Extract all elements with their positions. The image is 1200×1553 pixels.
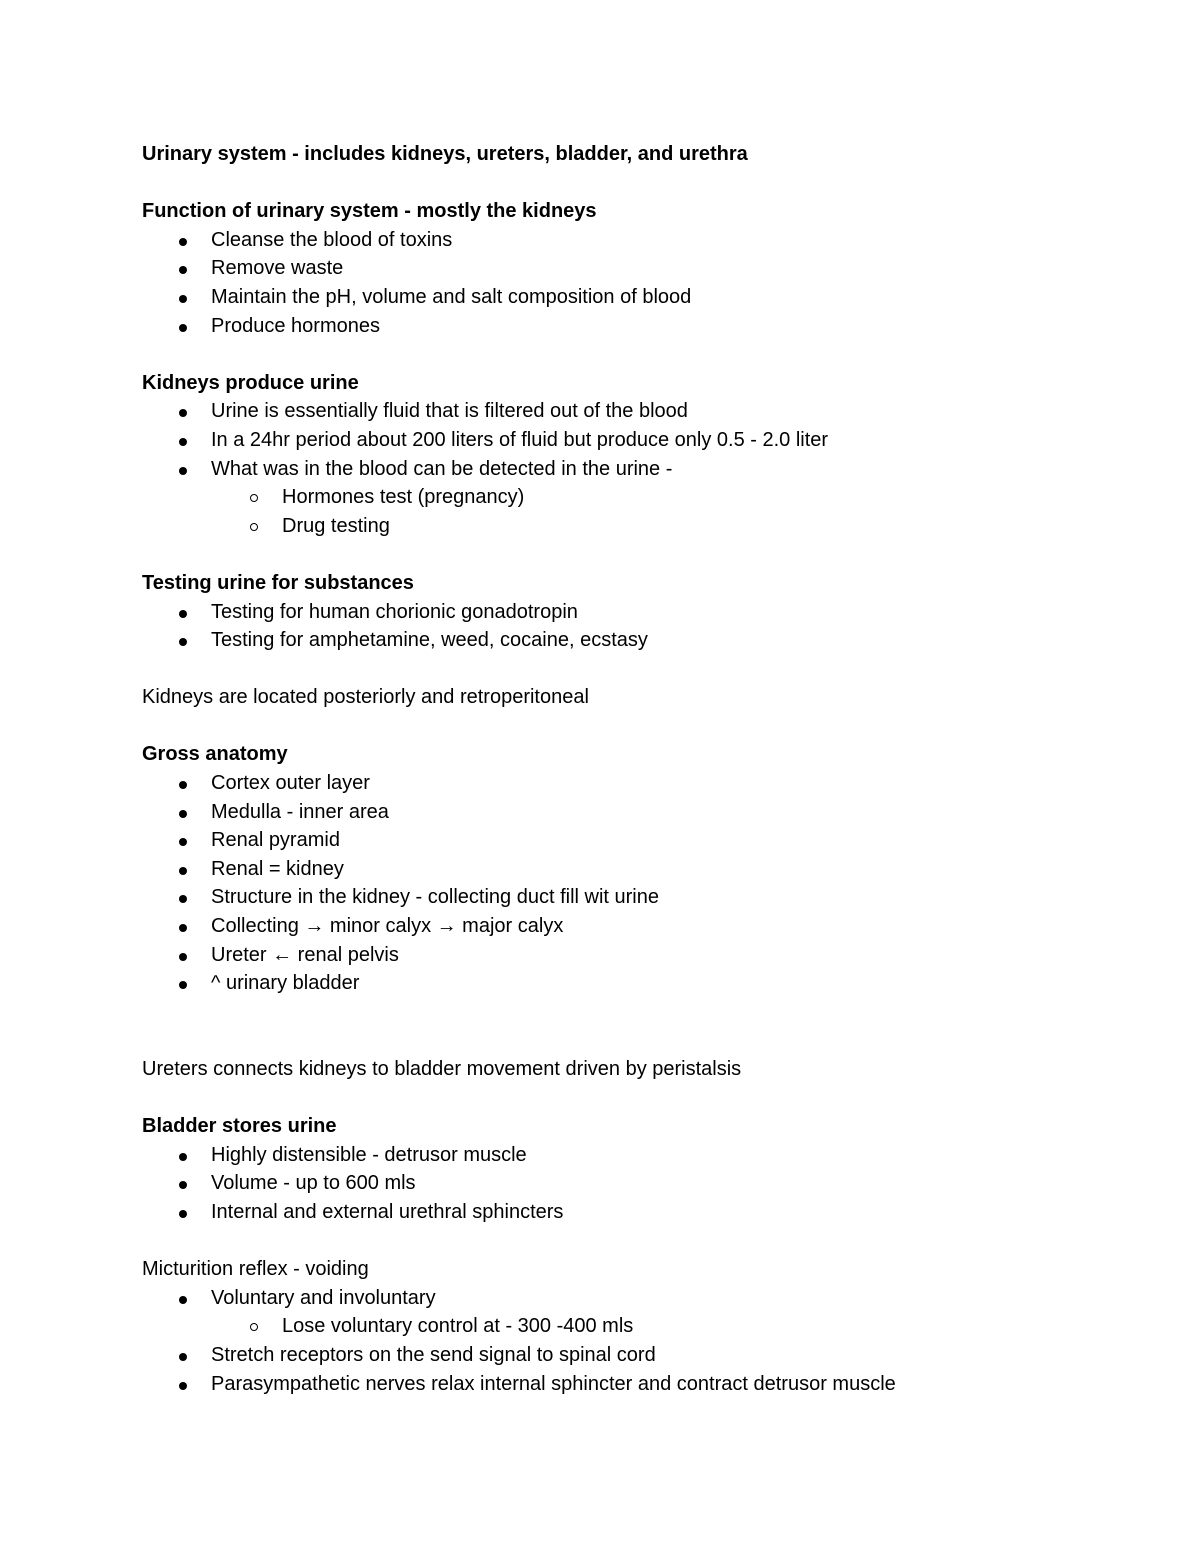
bullet-icon — [179, 438, 187, 446]
list-item: Voluntary and involuntary — [142, 1284, 1142, 1313]
spacer — [142, 998, 1142, 1027]
spacer — [142, 1084, 1142, 1113]
urinary-system-heading: Urinary system - includes kidneys, ureters, bladder, and urethra — [142, 143, 748, 165]
list-item: Renal = kidney — [142, 855, 1142, 884]
list-item: Urine is essentially fluid that is filtered out of the blood — [142, 397, 1142, 426]
bullet-icon — [179, 1181, 187, 1189]
hollow-bullet-icon — [250, 1323, 258, 1331]
bullet-icon — [179, 1353, 187, 1361]
micturition-paragraph: Micturition reflex - voiding — [142, 1258, 369, 1281]
list-item: Structure in the kidney - collecting duct fill wit urine — [142, 883, 1142, 912]
list-item: Volume - up to 600 mls — [142, 1169, 1142, 1198]
sub-list-item: Drug testing — [142, 512, 1142, 541]
bullet-icon — [179, 810, 187, 818]
bullet-icon — [179, 981, 187, 989]
bullet-icon — [179, 238, 187, 246]
bullet-icon — [179, 924, 187, 932]
list-item: What was in the blood can be detected in the urine - — [142, 455, 1142, 484]
list-item: Parasympathetic nerves relax internal sphincter and contract detrusor muscle — [142, 1370, 1142, 1399]
spacer — [142, 169, 1142, 198]
list-item: In a 24hr period about 200 liters of fluid but produce only 0.5 - 2.0 liter — [142, 426, 1142, 455]
list-item: Renal pyramid — [142, 826, 1142, 855]
spacer — [142, 540, 1142, 569]
list-item: Remove waste — [142, 254, 1142, 283]
list-item: Stretch receptors on the send signal to spinal cord — [142, 1341, 1142, 1370]
list-item: Collecting → minor calyx → major calyx — [142, 912, 1142, 941]
location-paragraph: Kidneys are located posteriorly and retroperitoneal — [142, 686, 589, 709]
anatomy-heading: Gross anatomy — [142, 743, 288, 766]
bullet-icon — [179, 610, 187, 618]
bullet-icon — [179, 467, 187, 475]
bullet-icon — [179, 1210, 187, 1218]
spacer — [142, 1227, 1142, 1256]
bladder-heading: Bladder stores urine — [142, 1115, 337, 1138]
bullet-icon — [179, 838, 187, 846]
list-item: Cleanse the blood of toxins — [142, 226, 1142, 255]
list-item: Maintain the pH, volume and salt composition of blood — [142, 283, 1142, 312]
list-item: Medulla - inner area — [142, 798, 1142, 827]
hollow-bullet-icon — [250, 494, 258, 502]
spacer — [142, 340, 1142, 369]
list-item: Internal and external urethral sphincters — [142, 1198, 1142, 1227]
sub-list-item: Lose voluntary control at - 300 -400 mls — [142, 1312, 1142, 1341]
list-item: Testing for amphetamine, weed, cocaine, ecstasy — [142, 626, 1142, 655]
bullet-icon — [179, 953, 187, 961]
spacer — [142, 1026, 1142, 1055]
list-item: Highly distensible - detrusor muscle — [142, 1141, 1142, 1170]
hollow-bullet-icon — [250, 523, 258, 531]
urine-heading: Kidneys produce urine — [142, 371, 359, 394]
bullet-icon — [179, 867, 187, 875]
list-item: Ureter ← renal pelvis — [142, 941, 1142, 970]
list-item: Cortex outer layer — [142, 769, 1142, 798]
bullet-icon — [179, 781, 187, 789]
bullet-icon — [179, 1153, 187, 1161]
bullet-icon — [179, 1382, 187, 1390]
bullet-icon — [179, 638, 187, 646]
bullet-icon — [179, 266, 187, 274]
ureters-paragraph: Ureters connects kidneys to bladder movement driven by peristalsis — [142, 1058, 742, 1080]
spacer — [142, 655, 1142, 684]
sub-list-item: Hormones test (pregnancy) — [142, 483, 1142, 512]
bullet-icon — [179, 409, 187, 417]
bullet-icon — [179, 1296, 187, 1304]
document-page — [142, 140, 1142, 1398]
bullet-icon — [179, 324, 187, 332]
function-heading: Function of urinary system - mostly the kidneys — [142, 200, 597, 223]
list-item: Produce hormones — [142, 312, 1142, 341]
list-item: Testing for human chorionic gonadotropin — [142, 598, 1142, 627]
spacer — [142, 712, 1142, 741]
bullet-icon — [179, 295, 187, 303]
bullet-icon — [179, 895, 187, 903]
testing-heading: Testing urine for substances — [142, 571, 414, 594]
list-item: ^ urinary bladder — [142, 969, 1142, 998]
